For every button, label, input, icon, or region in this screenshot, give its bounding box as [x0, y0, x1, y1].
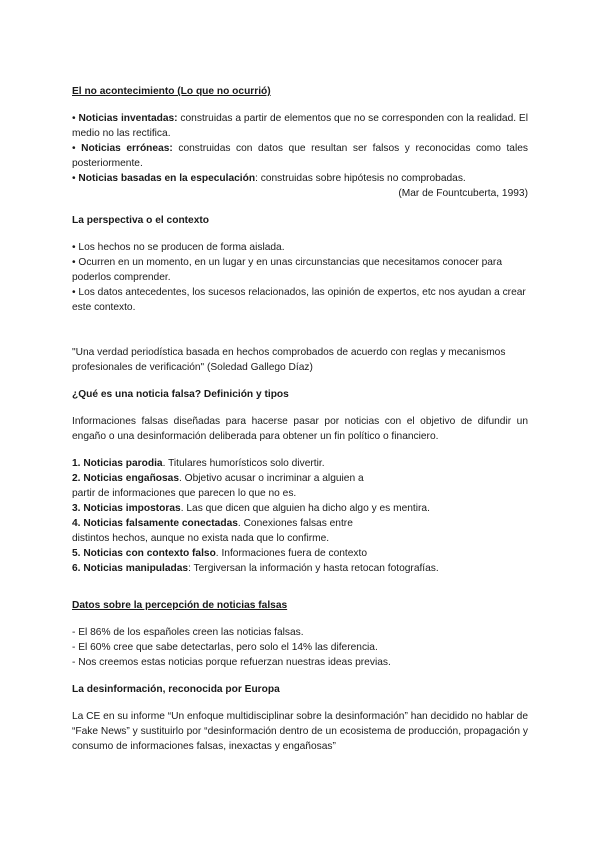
list-item: 6. Noticias manipuladas: Tergiversan la información y hasta retocan fotografías. [72, 563, 439, 574]
section-title-perspectiva: La perspectiva o el contexto [72, 215, 210, 226]
list-item: - El 86% de los españoles creen las noticias falsas. [72, 627, 304, 638]
quote: "Una verdad periodística basada en hechos comprobados de acuerdo con reglas y mecanismos profesionales de verificación" (Soledad Gallego Díaz) [72, 347, 506, 373]
section-title-datos: Datos sobre la percepción de noticias falsas [72, 600, 288, 611]
document-body [72, 84, 528, 754]
list-item: - Nos creemos estas noticias porque refuerzan nuestras ideas previas. [72, 657, 391, 668]
list-item: • Los hechos no se producen de forma aislada. [72, 242, 285, 253]
section-title-desinformacion: La desinformación, reconocida por Europa [72, 684, 280, 695]
list-item: • Ocurren en un momento, en un lugar y en unas circunstancias que necesitamos conocer para poderlos comprender. [72, 257, 502, 283]
citation: (Mar de Fountcuberta, 1993) [398, 188, 528, 199]
body-paragraph: La CE en su informe “Un enfoque multidisciplinar sobre la desinformación” han decidido no hablar de “Fake News” y sustituirlo por “desinformación dentro de un ecosistema de producción, propagación y consumo de informaciones falsas, inexactas y engañosas” [72, 711, 528, 752]
list-item: • Noticias inventadas: construidas a partir de elementos que no se corresponden con la realidad. El medio no las rectifica. [72, 113, 528, 139]
list-item: • Noticias erróneas: construidas con datos que resultan ser falsos y reconocidas como tales posteriormente. [72, 143, 528, 169]
list-item: 1. Noticias parodia. Titulares humorísticos solo divertir. [72, 458, 325, 469]
list-item: • Noticias basadas en la especulación: construidas sobre hipótesis no comprobadas. [72, 173, 466, 184]
list-item: 5. Noticias con contexto falso. Informaciones fuera de contexto [72, 548, 367, 559]
list-item: 3. Noticias impostoras. Las que dicen que alguien ha dicho algo y es mentira. [72, 503, 430, 514]
section-title-no-acontecimiento: El no acontecimiento (Lo que no ocurrió) [72, 86, 271, 97]
list-item: 4. Noticias falsamente conectadas. Conexiones falsas entre [72, 518, 353, 529]
list-item: • Los datos antecedentes, los sucesos relacionados, las opinión de expertos, etc nos ayudan a crear este contexto. [72, 287, 526, 313]
list-item: - El 60% cree que sabe detectarlas, pero solo el 14% las diferencia. [72, 642, 378, 653]
section-title-noticia-falsa: ¿Qué es una noticia falsa? Definición y tipos [72, 389, 289, 400]
list-item-continuation: distintos hechos, aunque no exista nada que lo confirme. [72, 533, 330, 544]
list-item-continuation: partir de informaciones que parecen lo que no es. [72, 488, 297, 499]
definition-paragraph: Informaciones falsas diseñadas para hacerse pasar por noticias con el objetivo de difundir un engaño o una desinformación deliberada para obtener un fin político o financiero. [72, 416, 528, 442]
list-item: 2. Noticias engañosas. Objetivo acusar o incriminar a alguien a [72, 473, 364, 484]
